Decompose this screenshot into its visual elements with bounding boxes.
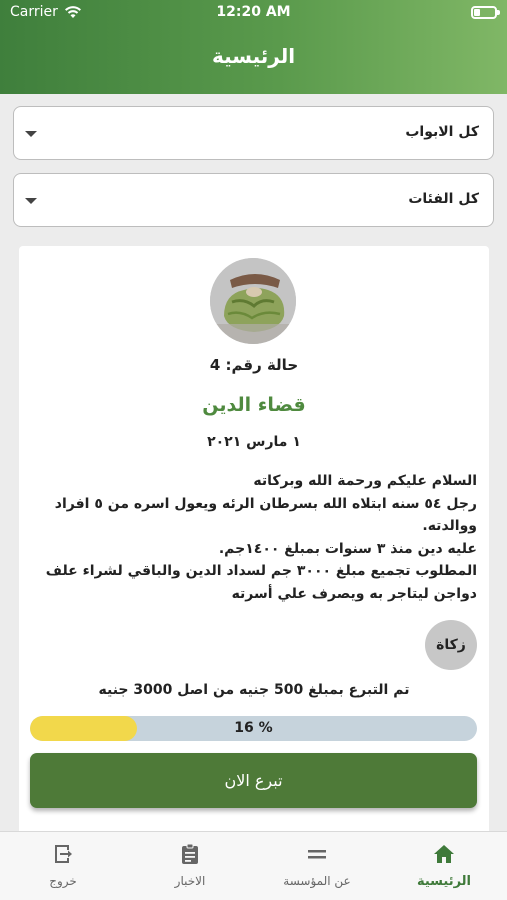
progress-label: 16 % [234, 720, 273, 736]
tab-logout-label: خروج [49, 874, 77, 888]
case-image [210, 258, 296, 344]
description-line: دواجن ليتاجر به ويصرف علي أسرته [231, 585, 477, 602]
caret-down-icon [25, 131, 37, 137]
case-card [19, 246, 489, 846]
page-title: الرئيسية [211, 44, 296, 68]
tab-news[interactable] [127, 832, 253, 900]
logout-icon [51, 842, 75, 866]
tab-home[interactable] [381, 832, 507, 900]
app-header [0, 0, 507, 94]
tab-home-label: الرئيسية [416, 874, 472, 889]
battery-icon [471, 6, 497, 19]
case-title: قضاء الدين [202, 394, 306, 416]
case-number-label: حالة رقم: [225, 356, 299, 374]
caret-down-icon [25, 198, 37, 204]
status-time: 12:20 AM [216, 4, 291, 20]
categories-dropdown[interactable] [13, 173, 494, 227]
donation-progress-bar [30, 716, 477, 741]
carrier-label: Carrier [10, 4, 58, 20]
description-line: السلام عليكم ورحمة الله وبركاته [253, 473, 477, 489]
donate-now-button[interactable]: تبرع الان [30, 753, 477, 808]
equals-icon [305, 842, 329, 866]
description-line: رجل ٥٤ سنه ابتلاه الله بسرطان الرئه ويعول اسره من ٥ افراد [54, 495, 477, 512]
case-date: ١ مارس ٢٠٢١ [207, 434, 301, 450]
case-number [19, 356, 489, 374]
tab-news-label: الاخبار [174, 874, 206, 888]
case-number-value: 4 [209, 356, 221, 374]
case-description [27, 470, 477, 605]
description-line: المطلوب تجميع مبلغ ٣٠٠٠ جم لسداد الدين والباقي لشراء علف [45, 563, 477, 579]
sections-dropdown[interactable] [13, 106, 494, 160]
description-line: ووالدته. [422, 518, 477, 534]
clipboard-icon [178, 842, 202, 866]
sections-dropdown-value: كل الابواب [405, 124, 479, 140]
categories-dropdown-value: كل الفئات [408, 191, 479, 207]
description-line: عليه دين منذ ٣ سنوات بمبلغ ١٤٠٠جم. [218, 540, 477, 557]
donation-status-text: تم التبرع بمبلغ 500 جنيه من اصل 3000 جنيه [98, 682, 410, 698]
tab-about-label: عن المؤسسة [283, 874, 351, 888]
zakat-badge: زكاة [425, 620, 477, 670]
tab-logout[interactable] [0, 832, 126, 900]
home-icon [432, 842, 456, 866]
status-bar [0, 0, 507, 26]
tab-about[interactable] [254, 832, 380, 900]
bottom-tab-bar [0, 831, 507, 900]
